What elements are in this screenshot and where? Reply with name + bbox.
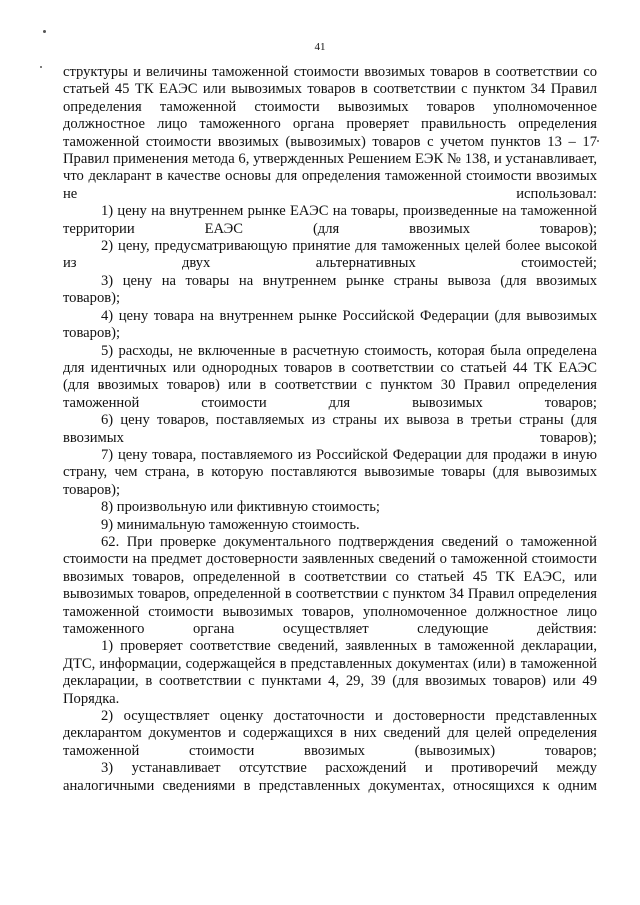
paragraph: 62. При проверке документального подтверждения сведений о таможенной стоимости на предмет достоверности заявленных сведений о таможенной стоимости ввозимых товаров, определенной в соответствии со статьей 45 ТК ЕАЭС, или вывозимых товаров, определенной в соответствии с пунктом 34 Правил определения таможенной стоимости вывозимых товаров, уполномоченное должностное лицо таможенного органа осуществляет следующие действия: — [63, 533, 597, 637]
list-item: 2) цену, предусматривающую принятие для таможенных целей более высокой из двух альтернативных стоимостей; — [63, 238, 597, 272]
list-item: 1) цену на внутреннем рынке ЕАЭС на товары, произведенные на таможенной территории ЕАЭС (для ввозимых товаров); — [63, 203, 597, 237]
document-body — [63, 64, 597, 795]
page-number: 41 — [314, 41, 326, 53]
list-item: 1) проверяет соответствие сведений, заявленных в таможенной декларации, ДТС, информации, содержащейся в представленных документах (или) в таможенной декларации, в соответствии с пунктами 4, 29, 39 (для ввозимых товаров) или 49 Порядка. — [63, 638, 597, 707]
list-item: 2) осуществляет оценку достаточности и достоверности представленных декларантом документов и содержащихся в них сведений для целей определения таможенной стоимости ввозимых (вывозимых) товаров; — [63, 708, 597, 759]
list-item: 3) устанавливает отсутствие расхождений и противоречий между аналогичными сведениями в представленных документах, относящихся к одним — [63, 760, 597, 794]
list-item: 5) расходы, не включенные в расчетную стоимость, которая была определена для идентичных или однородных товаров в соответствии со статьей 44 ТК ЕАЭС (для ввозимых товаров) или в соответствии с пунктом 30 Правил определения таможенной стоимости для вывозимых товаров; — [63, 342, 597, 411]
list-item: 8) произвольную или фиктивную стоимость; — [101, 499, 380, 516]
list-item: 3) цену на товары на внутреннем рынке страны вывоза (для ввозимых товаров); — [63, 272, 597, 307]
list-item: 7) цену товара, поставляемого из Российской Федерации для продажи в иную страну, чем страна, в которую поставляются вывозимые товары (для вывозимых товаров); — [63, 446, 597, 498]
list-item: 6) цену товаров, поставляемых из страны их вывоза в третьи страны (для ввозимых товаров); — [63, 412, 597, 446]
paragraph: структуры и величины таможенной стоимости ввозимых товаров в соответствии со статьей 45 ТК ЕАЭС или вывозимых товаров в соответствии с пунктом 34 Правил определения таможенной стоимости вывозимых товаров уполномоченное должностное лицо таможенного органа проверяет правильность определения таможенной стоимости ввозимых (вывозимых) товаров с учетом пунктов 13 – 17 Правил применения метода 6, утвержденных Решением ЕЭК № 138, и устанавливает, что декларант в качестве основы для определения таможенной стоимости ввозимых не использовал: — [63, 64, 597, 202]
list-item: 4) цену товара на внутреннем рынке Российской Федерации (для вывозимых товаров); — [63, 307, 597, 342]
list-item: 9) минимальную таможенную стоимость. — [101, 516, 360, 533]
